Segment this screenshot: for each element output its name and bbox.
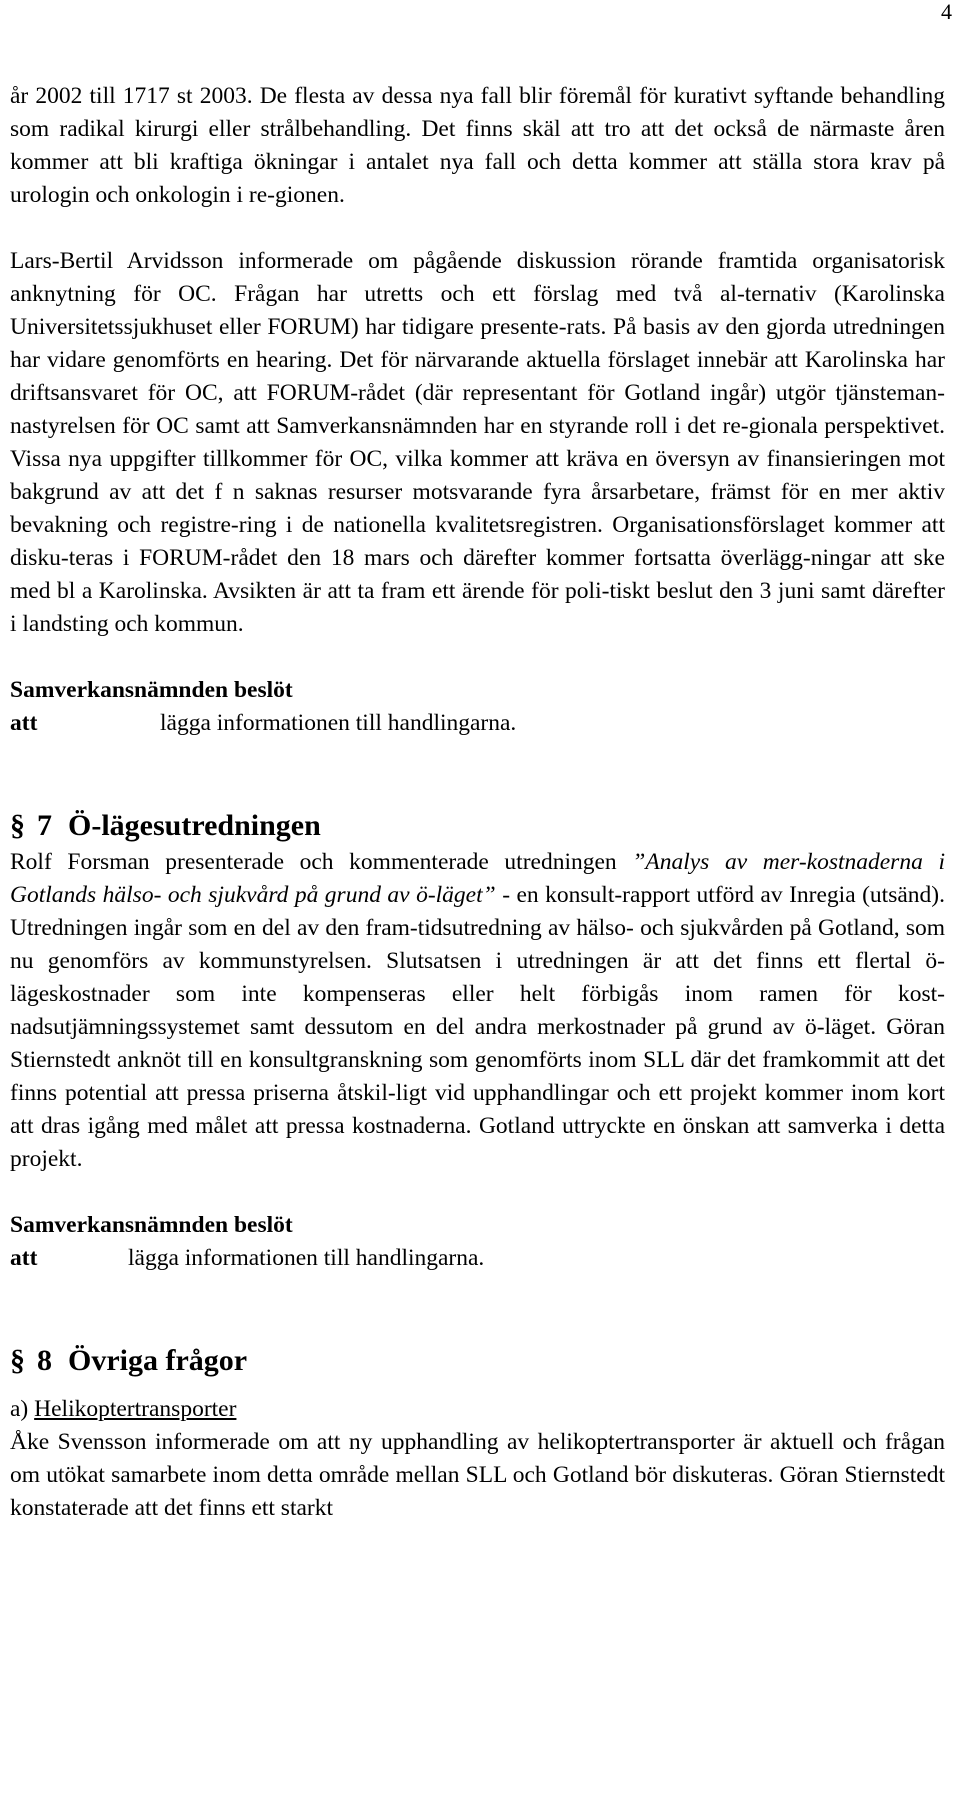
decision-block-2 — [10, 1209, 945, 1275]
decision-heading: Samverkansnämnden beslöt — [10, 1212, 293, 1238]
section-7-text-rest: - en konsult-rapport utförd av Inregia (utsänd). Utredningen ingår som en del av den fram-tidsutredning av hälso- och sjukvården på Gotland, som nu genomförs av kommunstyrelsen. Slutsatsen i utredningen är att det finns ett flertal ö-lägeskostnader som inte kompenseras eller helt förbigås inom ramen för kost-nadsutjämningssystemet samt dessutom en del andra merkostnader på grund av ö-läget. Göran Stiernstedt anknöt till en konsultgranskning som genomförts inom SLL där det framkommit att det finns potential att pressa priserna åtskil-ligt vid upphandlingar och ett projekt kommer inom kort att dras igång med målet att pressa kostnaderna. Gotland uttryckte en önskan att samverka i detta projekt. — [10, 882, 945, 1172]
decision-heading: Samverkansnämnden beslöt — [10, 677, 293, 703]
section-title: Ö-lägesutredningen — [68, 809, 321, 842]
section-7-paragraph — [10, 846, 945, 1176]
document-body — [10, 80, 945, 1525]
decision-att: att — [10, 710, 38, 736]
section-number: 8 — [37, 1344, 52, 1377]
section-heading — [10, 1341, 945, 1381]
section-heading — [10, 806, 945, 846]
decision-line — [10, 707, 945, 740]
intro-paragraph: år 2002 till 1717 st 2003. De flesta av dessa nya fall blir föremål för kurativt syftande behandling som radikal kirurgi eller strålbehandling. Det finns skäl att tro att det också de närmaste åren kommer att bli kraftiga ökningar i antalet nya fall och detta kommer att ställa stora krav på urologin och onkologin i re-gionen. — [10, 83, 945, 208]
section-number: 7 — [37, 809, 52, 842]
section-8 — [10, 1341, 945, 1525]
subsection-heading — [10, 1393, 945, 1426]
section-8-paragraph: Åke Svensson informerade om att ny upphandling av helikoptertransporter är aktuell och frågan om utökat samarbete inom detta område mellan SLL och Gotland bör diskuteras. Göran Stiernstedt konstaterade att det finns ett starkt — [10, 1429, 945, 1521]
decision-text: lägga informationen till handlingarna. — [128, 1245, 485, 1271]
decision-block-1 — [10, 674, 945, 740]
decision-line — [10, 1242, 945, 1275]
subsection-prefix: a) — [10, 1396, 29, 1422]
decision-att: att — [10, 1245, 38, 1271]
section-title: Övriga frågor — [68, 1344, 248, 1377]
decision-text: lägga informationen till handlingarna. — [160, 710, 517, 736]
page-number: 4 — [941, 0, 952, 24]
section-symbol: § — [10, 809, 25, 842]
section-7-text-start: Rolf Forsman presenterade och kommenterade utredningen — [10, 849, 633, 875]
subsection-title: Helikoptertransporter — [34, 1396, 237, 1422]
oc-paragraph: Lars-Bertil Arvidsson informerade om pågående diskussion rörande framtida organisatorisk anknytning för OC. Frågan har utretts och ett förslag med två al-ternativ (Karolinska Universitetssjukhuset eller FORUM) har tidigare presente-rats. På basis av den gjorda utredningen har vidare genomförts en hearing. Det för närvarande aktuella förslaget innebär att Karolinska har driftsansvaret för OC, att FORUM-rådet (där representant för Gotland ingår) utgör tjänsteman-nastyrelsen för OC samt att Samverkansnämnden har en styrande roll i det re-gionala perspektivet. Vissa nya uppgifter tillkommer för OC, vilka kommer att kräva en översyn av finansieringen mot bakgrund av att det f n saknas resurser motsvarande fyra årsarbetare, främst för en mer aktiv bevakning och registre-ring i de nationella kvalitetsregistren. Organisationsförslaget kommer att disku-teras i FORUM-rådet den 18 mars och därefter kommer fortsatta överlägg-ningar att ske med bl a Karolinska. Avsikten är att ta fram ett ärende för poli-tiskt beslut den 3 juni samt därefter i landsting och kommun. — [10, 248, 945, 637]
section-symbol: § — [10, 1344, 25, 1377]
section-7 — [10, 806, 945, 1176]
report-title-italic: ”Analys av mer-kostnaderna i Gotlands hälso- och sjukvård på grund av ö-läget” — [10, 849, 945, 908]
